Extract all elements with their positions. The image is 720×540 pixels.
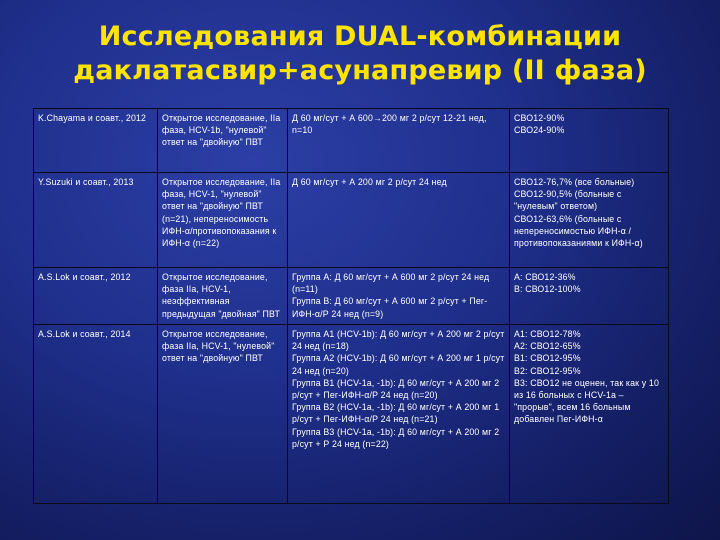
design-cell: Открытое исследование, фаза IIa, HCV-1, неэффективная предыдущая "двойная" ПВТ (158, 268, 288, 325)
regimen-cell: Группа А1 (HCV-1b): Д 60 мг/сут + А 200 мг 2 р/сут 24 нед (n=18) Группа А2 (HCV-1b): Д 60 мг/сут + А 200 мг 1 р/сут 24 нед (n=20) Группа В1 (HCV-1a, -1b): Д 60 мг/сут + А 200 мг 2 р/сут + Пег-ИФН-α/Р 24 нед (n=20) Группа В2 (HCV-1a, -1b): Д 60 мг/сут + А 200 мг 1 р/сут + Пег-ИФН-α/Р 24 нед (n=21) Группа В3 (HCV-1a, -1b): Д 60 мг/сут + А 200 мг 2 р/сут + Р 24 нед (n=22) (288, 325, 510, 504)
table-row (34, 268, 669, 325)
regimen-cell: Группа А: Д 60 мг/сут + А 600 мг 2 р/сут 24 нед (n=11) Группа В: Д 60 мг/сут + А 600 мг 2 р/сут + Пег-ИФН-α/Р 24 нед (n=9) (288, 268, 510, 325)
result-cell: А: СВО12-36% В: СВО12-100% (510, 268, 669, 325)
regimen-cell: Д 60 мг/сут + А 600→200 мг 2 р/сут 12-21 нед, n=10 (288, 109, 510, 173)
author-cell: Y.Suzuki и соавт., 2013 (34, 173, 158, 268)
design-cell: Открытое исследование, IIa фаза, HCV-1b, "нулевой" ответ на "двойную" ПВТ (158, 109, 288, 173)
author-cell: A.S.Lok и соавт., 2012 (34, 268, 158, 325)
regimen-cell: Д 60 мг/сут + А 200 мг 2 р/сут 24 нед (288, 173, 510, 268)
studies-table (33, 108, 669, 504)
author-cell: K.Chayama и соавт., 2012 (34, 109, 158, 173)
title-line-1: Исследования DUAL-комбинации (98, 21, 622, 52)
table-row (34, 173, 669, 268)
slide-title (0, 20, 720, 88)
design-cell: Открытое исследование, фаза IIa, HCV-1, "нулевой" ответ на "двойную" ПВТ (158, 325, 288, 504)
title-line-2: даклатасвир+асунапревир (II фаза) (73, 55, 647, 86)
result-cell: А1: СВО12-78% А2: СВО12-65% В1: СВО12-95% В2: СВО12-95% В3: СВО12 не оценен, так как у 10 из 16 больных с HCV-1a – "прорыв", всем 16 больным добавлен Пег-ИФН-α (510, 325, 669, 504)
design-cell: Открытое исследование, IIa фаза, HCV-1, "нулевой" ответ на "двойную" ПВТ (n=21), непереносимость ИФН-α/противопоказания к ИФН-α (n=22) (158, 173, 288, 268)
result-cell: СВО12-90% СВО24-90% (510, 109, 669, 173)
author-cell: A.S.Lok и соавт., 2014 (34, 325, 158, 504)
result-cell: СВО12-76,7% (все больные) СВО12-90,5% (больные с "нулевым" ответом) СВО12-63,6% (больные с непереносимостью ИФН-α / противопоказаниями к ИФН-α) (510, 173, 669, 268)
table-row (34, 325, 669, 504)
table-row (34, 109, 669, 173)
